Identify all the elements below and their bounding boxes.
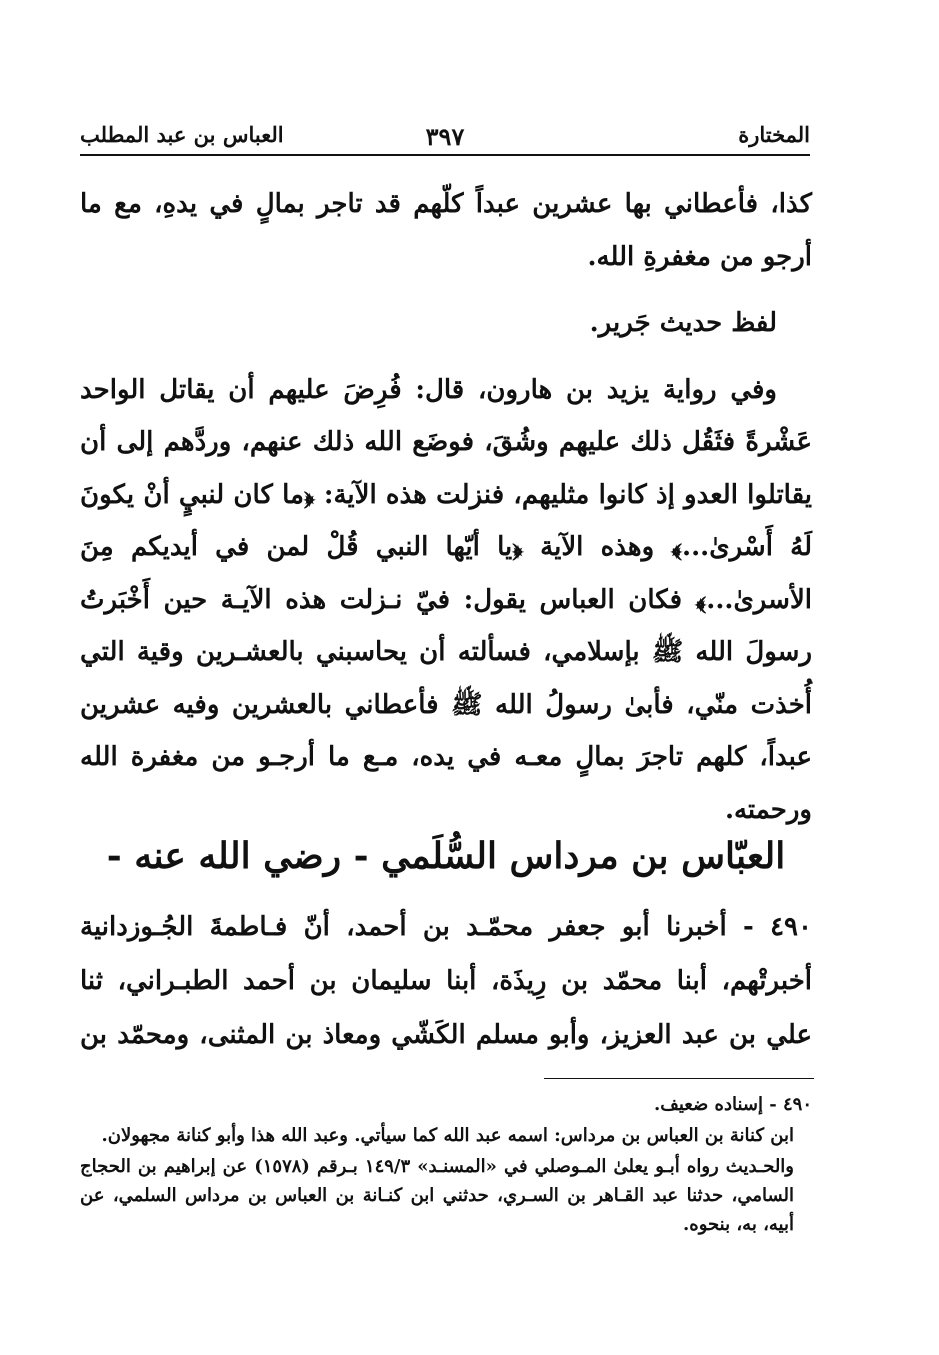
hadith-text: [80, 900, 812, 1062]
hadith-line: أخبرتْهم، أبنا محمّد بن رِيذَة، أبنا سليمان بن أحمد الطبـراني، ثنا: [80, 966, 812, 996]
footnote-number: ٤٩٠ - إسناده ضعيف.: [653, 1094, 812, 1115]
hadith-line: علي بن عبد العزيز، وأبو مسلم الكَشّي ومعاذ بن المثنى، ومحمّد بن: [80, 1020, 812, 1050]
header-book-title: المختارة: [738, 122, 810, 147]
footnotes: [80, 1090, 812, 1241]
footnote-text: والحـديث رواه أبـو يعلىٰ المـوصلي في «المسنـد» ١٤٩/٣ بـرقم (١٥٧٨) عن إبراهيم بن الحجاج السامي، حدثنا عبد القـاهر بن السـري، حدثني ابن كنـانة بن العباس بن مرداس السلمي، عن أبيه، به، بنحوه.: [80, 1156, 795, 1235]
paragraph-continuation: كذا، فأعطاني بها عشرين عبداً كلّهم قد تاجر بمالٍ في يدهِ، مع ما أرجو من مغفرةِ الله.: [80, 189, 812, 272]
paragraph-jarir-note: لفظ حديث جَرير.: [589, 308, 777, 338]
main-text: [80, 178, 812, 836]
hadith-line: ٤٩٠ - أخبرنا أبو جعفر محمّـد بن أحمد، أنّ فـاطمةَ الجُـوزدانية: [80, 912, 812, 942]
footnote-text: ابن كنانة بن العباس بن مرداس: اسمه عبد الله كما سيأتي. وعبد الله هذا وأبو كنانة مجهولان.: [101, 1125, 794, 1146]
page-number: ٣٩٧: [425, 122, 465, 151]
footnote-divider: [544, 1078, 814, 1079]
running-header: [80, 118, 810, 156]
paragraph-yazid-narration: وفي رواية يزيد بن هارون، قال: فُرِضَ عليهم أن يقاتل الواحد عَشْرةً فثَقُل ذلك عليهم وشُقَ، فوضَع الله ذلك عنهم، وردَّهم إلى أن يقاتلوا العدو إذ كانوا مثليهم، فنزلت هذه الآية: ﴿ما كان لنبيٍ أنْ يكونَ لَهُ أَسْرىٰ...﴾ وهذه الآية ﴿يا أيّها النبي قُلْ لمن في أيديكم مِنَ الأسرىٰ...﴾ فكان العباس يقول: فيّ نـزلت هذه الآيـة حين أَخْبَرتُ رسولَ الله ﷺ بإسلامي، فسألته أن يحاسبني بالعشـرين وقية التي أُخذت منّي، فأبىٰ رسولُ الله ﷺ فأعطاني بالعشرين وفيه عشرين عبداً، كلهم تاجرَ بمالٍ معـه في يده، مـع ما أرجـو من مغفرة الله ورحمته.: [80, 374, 812, 825]
section-heading: العبّاس بن مرداس السُّلَمي - رضي الله عنه -: [106, 835, 786, 877]
header-chapter-title: العباس بن عبد المطلب: [80, 122, 284, 147]
